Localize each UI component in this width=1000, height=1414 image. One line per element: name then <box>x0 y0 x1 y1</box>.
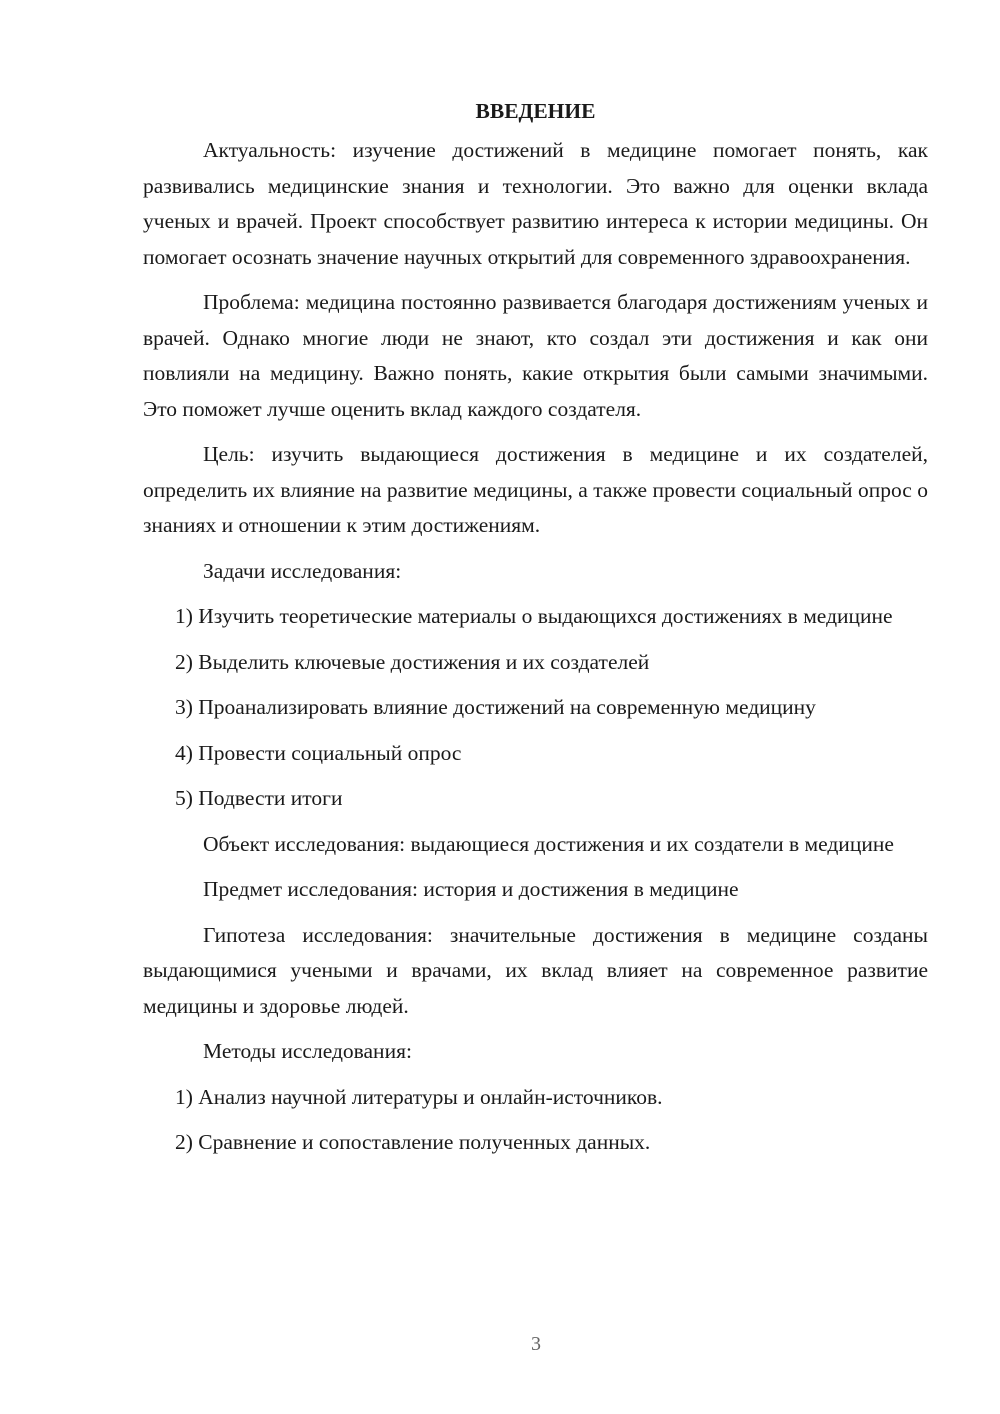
task-item: 3) Проанализировать влияние достижений на современную медицину <box>175 695 816 719</box>
relevance-paragraph: Актуальность: изучение достижений в медицине помогает понять, как развивались медицинские знания и технологии. Это важно для оценки вклада ученых и врачей. Проект способствует развитию интереса к истории медицины. Он помогает осознать значение научных открытий для современного здравоохранения. <box>143 138 928 269</box>
problem-paragraph: Проблема: медицина постоянно развивается благодаря достижениям ученых и врачей. Однако многие люди не знают, кто создал эти достижения и как они повлияли на медицину. Важно понять, какие открытия были самыми значимыми. Это поможет лучше оценить вклад каждого создателя. <box>143 290 928 421</box>
subject-paragraph: Предмет исследования: история и достижения в медицине <box>203 877 739 901</box>
goal-paragraph: Цель: изучить выдающиеся достижения в медицине и их создателей, определить их влияние на развитие медицины, а также провести социальный опрос о знаниях и отношении к этим достижениям. <box>143 442 928 537</box>
object-paragraph: Объект исследования: выдающиеся достижения и их создатели в медицине <box>203 831 894 856</box>
task-item: 2) Выделить ключевые достижения и их создателей <box>175 649 650 674</box>
task-item: 5) Подвести итоги <box>175 786 343 810</box>
page-content <box>143 94 928 1161</box>
task-item: 4) Провести социальный опрос <box>175 740 462 765</box>
method-item: 1) Анализ научной литературы и онлайн-источников. <box>175 1084 663 1109</box>
task-item: 1) Изучить теоретические материалы о выдающихся достижениях в медицине <box>175 604 893 628</box>
methods-heading: Методы исследования: <box>203 1039 412 1063</box>
method-item: 2) Сравнение и сопоставление полученных данных. <box>175 1130 651 1154</box>
page-number: 3 <box>531 1333 541 1355</box>
page-title: ВВЕДЕНИЕ <box>475 99 596 123</box>
tasks-heading: Задачи исследования: <box>203 558 402 583</box>
hypothesis-paragraph: Гипотеза исследования: значительные достижения в медицине созданы выдающимися учеными и врачами, их вклад влияет на современное развитие медицины и здоровье людей. <box>143 922 928 1018</box>
